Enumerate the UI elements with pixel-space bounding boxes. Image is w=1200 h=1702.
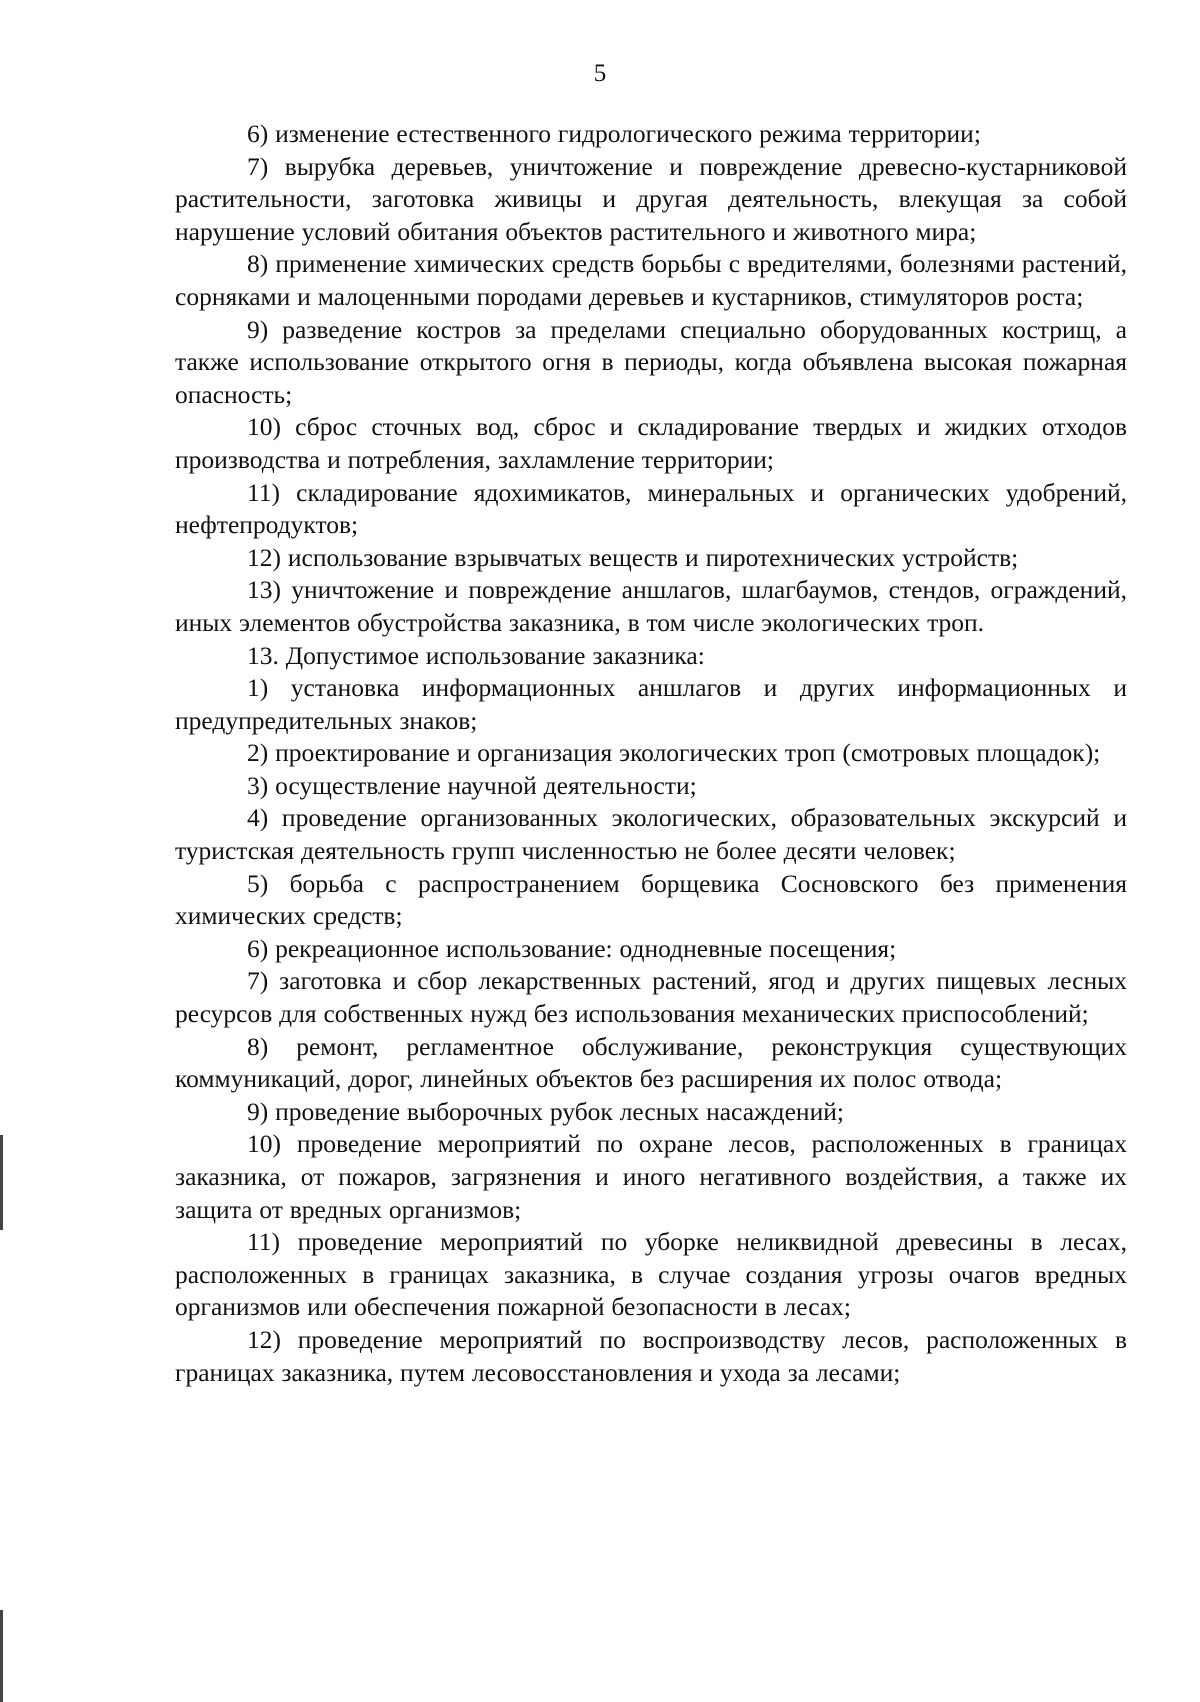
list-item: 10) сброс сточных вод, сброс и складирование твердых и жидких отходов производства и потребления, захламление территории; [175,412,1127,474]
list-item: 6) рекреационное использование: однодневные посещения; [247,933,897,963]
list-item: 2) проектирование и организация экологических троп (смотровых площадок); [247,738,1101,768]
list-item: 8) применение химических средств борьбы с вредителями, болезнями растений, сорняками и малоценными породами деревьев и кустарников, стимуляторов роста; [175,249,1127,311]
list-item: 11) проведение мероприятий по уборке неликвидной древесины в лесах, расположенных в границах заказника, в случае создания угрозы очагов вредных организмов или обеспечения пожарной безопасности в лесах; [175,1227,1127,1322]
list-item: 13) уничтожение и повреждение аншлагов, шлагбаумов, стендов, ограждений, иных элементов обустройства заказника, в том числе экологических троп. [175,575,1127,637]
list-item: 9) разведение костров за пределами специально оборудованных кострищ, а также использование открытого огня в периоды, когда объявлена высокая пожарная опасность; [175,314,1127,409]
list-item: 9) проведение выборочных рубок лесных насаждений; [247,1096,844,1126]
list-item: 11) складирование ядохимикатов, минеральных и органических удобрений, нефтепродуктов; [175,477,1127,540]
list-item: 12) использование взрывчатых веществ и пиротехнических устройств; [247,542,1019,572]
list-item: 6) изменение естественного гидрологического режима территории; [247,119,981,148]
list-item: 3) осуществление научной деятельности; [247,770,697,800]
document-body [175,118,1127,1389]
list-item: 8) ремонт, регламентное обслуживание, реконструкция существующих коммуникаций, дорог, линейных объектов без расширения их полос отвода; [175,1031,1127,1094]
list-item: 12) проведение мероприятий по воспроизводству лесов, расположенных в границах заказника, путем лесовосстановления и ухода за лесами; [175,1324,1127,1387]
list-item: 7) вырубка деревьев, уничтожение и повреждение древесно-кустарниковой растительности, заготовка живицы и другая деятельность, влекущая за собой нарушение условий обитания объектов растительного и животного мира; [175,151,1127,246]
list-item: 10) проведение мероприятий по охране лесов, расположенных в границах заказника, от пожаров, загрязнения и иного негативного воздействия, а также их защита от вредных организмов; [175,1129,1127,1224]
list-item: 1) установка информационных аншлагов и других информационных и предупредительных знаков; [175,673,1127,735]
page-number: 5 [593,60,607,87]
section-heading: 13. Допустимое использование заказника: [247,640,705,670]
list-item: 4) проведение организованных экологических, образовательных экскурсий и туристская деятельность групп численностью не более десяти человек; [175,803,1127,866]
list-item: 5) борьба с распространением борщевика Сосновского без применения химических средств; [175,868,1127,931]
scan-edge-mark [0,1610,3,1702]
scan-edge-mark [0,1135,3,1230]
list-item: 7) заготовка и сбор лекарственных растений, ягод и других пищевых лесных ресурсов для собственных нужд без использования механических приспособлений; [175,966,1127,1029]
